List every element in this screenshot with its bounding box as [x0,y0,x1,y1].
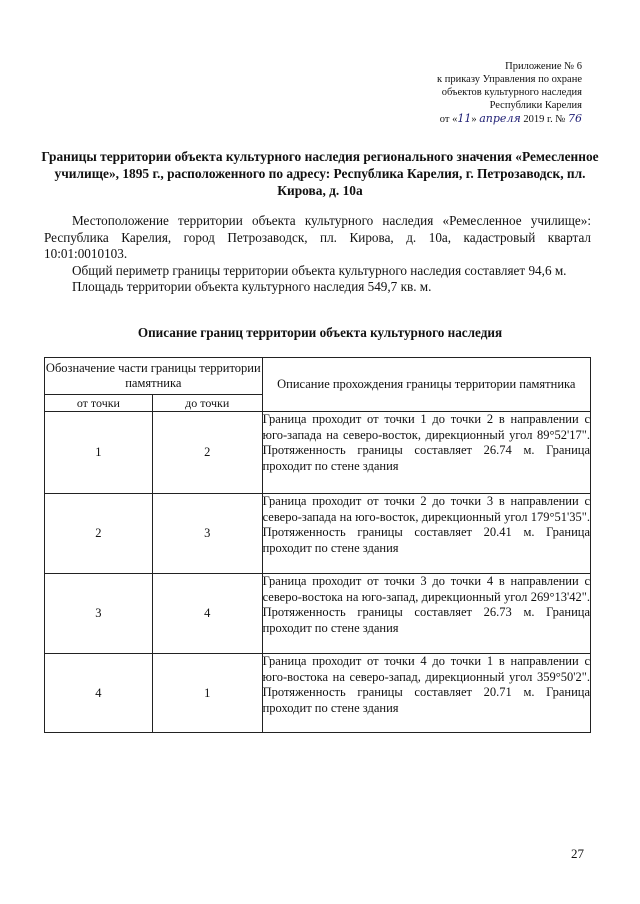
cell-to: 3 [152,494,262,574]
date-mid: » [471,114,480,125]
cell-from: 3 [45,574,153,654]
document-body [44,213,591,296]
location-paragraph: Местоположение территории объекта культурного наследия «Ремесленное училище»: Республика Карелия, город Петрозаводск, пл. Кирова, д. 10а, кадастровый квартал 10:01:0010103. [44,213,591,261]
cell-from: 4 [45,654,153,733]
appendix-line-4: Республики Карелия [489,100,582,111]
date-year: 2019 г. № [520,114,568,125]
cell-from: 1 [45,412,153,494]
cell-description: Граница проходит от точки 1 до точки 2 в направлении с юго-запада на северо-восток, дирекционный угол 89°52'17". Протяженность границы составляет 26.74 м. Граница проходит по стене здания [262,412,590,494]
table-header-row [45,358,591,395]
date-month: апреля [479,112,521,125]
cell-from: 2 [45,494,153,574]
cell-description: Граница проходит от точки 4 до точки 1 в направлении с юго-востока на северо-запад, дирекционный угол 359°50'2". Протяженность границы составляет 20.71 м. Граница проходит по стене здания [262,654,590,733]
date-day: 11 [457,112,472,125]
appendix-header [382,60,582,126]
cell-description: Граница проходит от точки 2 до точки 3 в направлении с северо-запада на юго-восток, дирекционный угол 179°51'35". Протяженность границы составляет 20.41 м. Граница проходит по стене здания [262,494,590,574]
document-title: Границы территории объекта культурного наследия регионального значения «Ремесленное училище», 1895 г., расположенного по адресу: Республика Карелия, г. Петрозаводск, пл. Кирова, д. 10а [41,149,599,198]
cell-to: 1 [152,654,262,733]
header-description: Описание прохождения границы территории памятника [262,358,590,412]
table-row [45,654,591,733]
appendix-line-1: Приложение № 6 [505,61,582,72]
table-row [45,574,591,654]
boundaries-table [44,357,591,733]
area-paragraph: Площадь территории объекта культурного наследия 549,7 кв. м. [72,279,432,294]
header-from: от точки [45,395,153,412]
date-prefix: от « [439,114,458,125]
table-row [45,412,591,494]
section-title: Описание границ территории объекта культурного наследия [137,325,503,340]
cell-to: 4 [152,574,262,654]
table-row [45,494,591,574]
cell-description: Граница проходит от точки 3 до точки 4 в направлении с северо-востока на юго-запад, дирекционный угол 269°13'42". Протяженность границы составляет 26.73 м. Граница проходит по стене здания [262,574,590,654]
appendix-date-line [382,112,582,126]
header-part: Обозначение части границы территории памятника [45,358,263,395]
order-number: 76 [568,112,582,125]
appendix-line-3: объектов культурного наследия [441,87,582,98]
cell-to: 2 [152,412,262,494]
perimeter-paragraph: Общий периметр границы территории объекта культурного наследия составляет 94,6 м. [72,262,567,278]
header-to: до точки [152,395,262,412]
appendix-line-2: к приказу Управления по охране [437,74,582,85]
page-number: 27 [571,846,584,861]
